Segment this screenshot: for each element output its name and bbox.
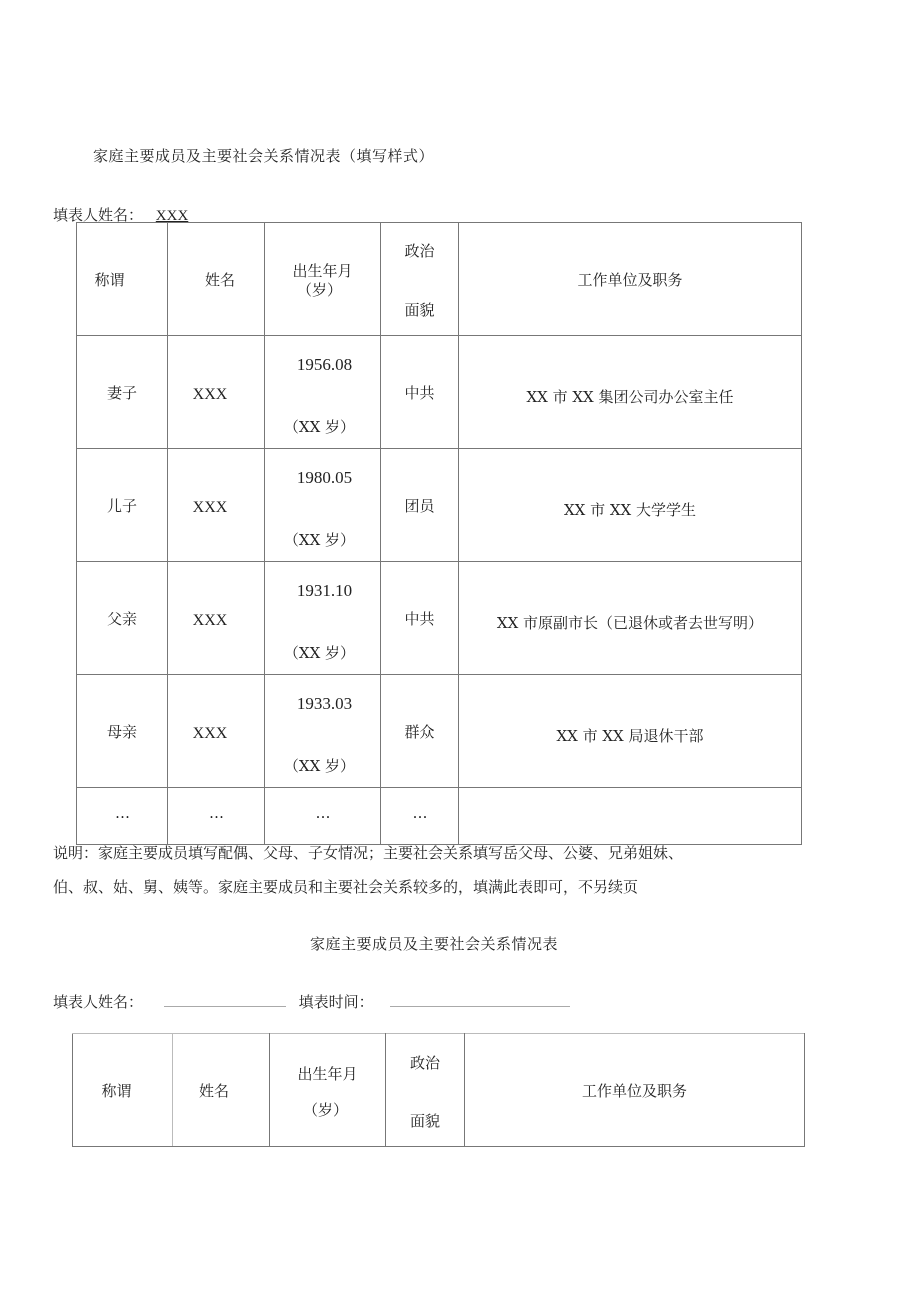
cell-work[interactable]: XX 市 XX 大学学生 [459, 449, 802, 562]
header-birth: 出生年月 （岁） [265, 223, 381, 336]
header-political: 政治 面貌 [381, 223, 459, 336]
blank-date-input[interactable] [390, 992, 570, 1007]
header-name: 姓名 [173, 1034, 270, 1147]
note-line-2: 伯、叔、姑、舅、姨等。家庭主要成员和主要社会关系较多的，填满此表即可，不另续页 [53, 878, 639, 896]
cell-political[interactable]: … [381, 788, 459, 845]
sample-header-row [77, 223, 802, 336]
cell-relation[interactable]: 妻子 [77, 336, 168, 449]
header-relation: 称谓 [77, 223, 168, 336]
cell-relation[interactable]: 母亲 [77, 675, 168, 788]
sample-filler-label: 填表人姓名： [53, 206, 144, 224]
blank-filler-input[interactable] [164, 992, 286, 1007]
blank-family-table [72, 1033, 805, 1147]
cell-name[interactable]: XXX [168, 562, 265, 675]
sample-form-title: 家庭主要成员及主要社会关系情况表（填写样式） [93, 147, 435, 165]
blank-form-title: 家庭主要成员及主要社会关系情况表 [310, 935, 559, 953]
cell-name[interactable]: XXX [168, 675, 265, 788]
header-political: 政治 面貌 [386, 1034, 465, 1147]
cell-relation[interactable]: … [77, 788, 168, 845]
ellipsis-row [77, 788, 802, 845]
header-work: 工作单位及职务 [459, 223, 802, 336]
note-line-1: 说明：家庭主要成员填写配偶、父母、子女情况；主要社会关系填写岳父母、公婆、兄弟姐妹、 [53, 844, 684, 862]
table-row [77, 336, 802, 449]
cell-birth[interactable]: 1956.08 （XX 岁） [265, 336, 381, 449]
header-relation: 称谓 [73, 1034, 173, 1147]
cell-political[interactable]: 中共 [381, 336, 459, 449]
table-row [77, 562, 802, 675]
table-row [77, 449, 802, 562]
header-name: 姓名 [168, 223, 265, 336]
cell-relation[interactable]: 父亲 [77, 562, 168, 675]
cell-name[interactable]: XXX [168, 336, 265, 449]
sample-filler-value[interactable]: XXX [155, 208, 189, 224]
cell-work[interactable]: XX 市 XX 局退休干部 [459, 675, 802, 788]
blank-filler-label: 填表人姓名： [53, 993, 144, 1011]
blank-header-row [73, 1034, 805, 1147]
blank-filler-row [53, 991, 570, 1012]
header-birth: 出生年月 （岁） [270, 1034, 386, 1147]
cell-birth[interactable]: 1980.05 （XX 岁） [265, 449, 381, 562]
cell-birth[interactable]: … [265, 788, 381, 845]
table-row [77, 675, 802, 788]
cell-work[interactable] [459, 788, 802, 845]
cell-work[interactable]: XX 市 XX 集团公司办公室主任 [459, 336, 802, 449]
cell-name[interactable]: … [168, 788, 265, 845]
cell-political[interactable]: 中共 [381, 562, 459, 675]
sample-family-table [76, 222, 802, 845]
header-work: 工作单位及职务 [465, 1034, 805, 1147]
cell-work[interactable]: XX 市原副市长（已退休或者去世写明） [459, 562, 802, 675]
cell-birth[interactable]: 1933.03 （XX 岁） [265, 675, 381, 788]
cell-birth[interactable]: 1931.10 （XX 岁） [265, 562, 381, 675]
blank-date-label: 填表时间： [298, 993, 374, 1011]
cell-political[interactable]: 团员 [381, 449, 459, 562]
cell-political[interactable]: 群众 [381, 675, 459, 788]
cell-name[interactable]: XXX [168, 449, 265, 562]
cell-relation[interactable]: 儿子 [77, 449, 168, 562]
